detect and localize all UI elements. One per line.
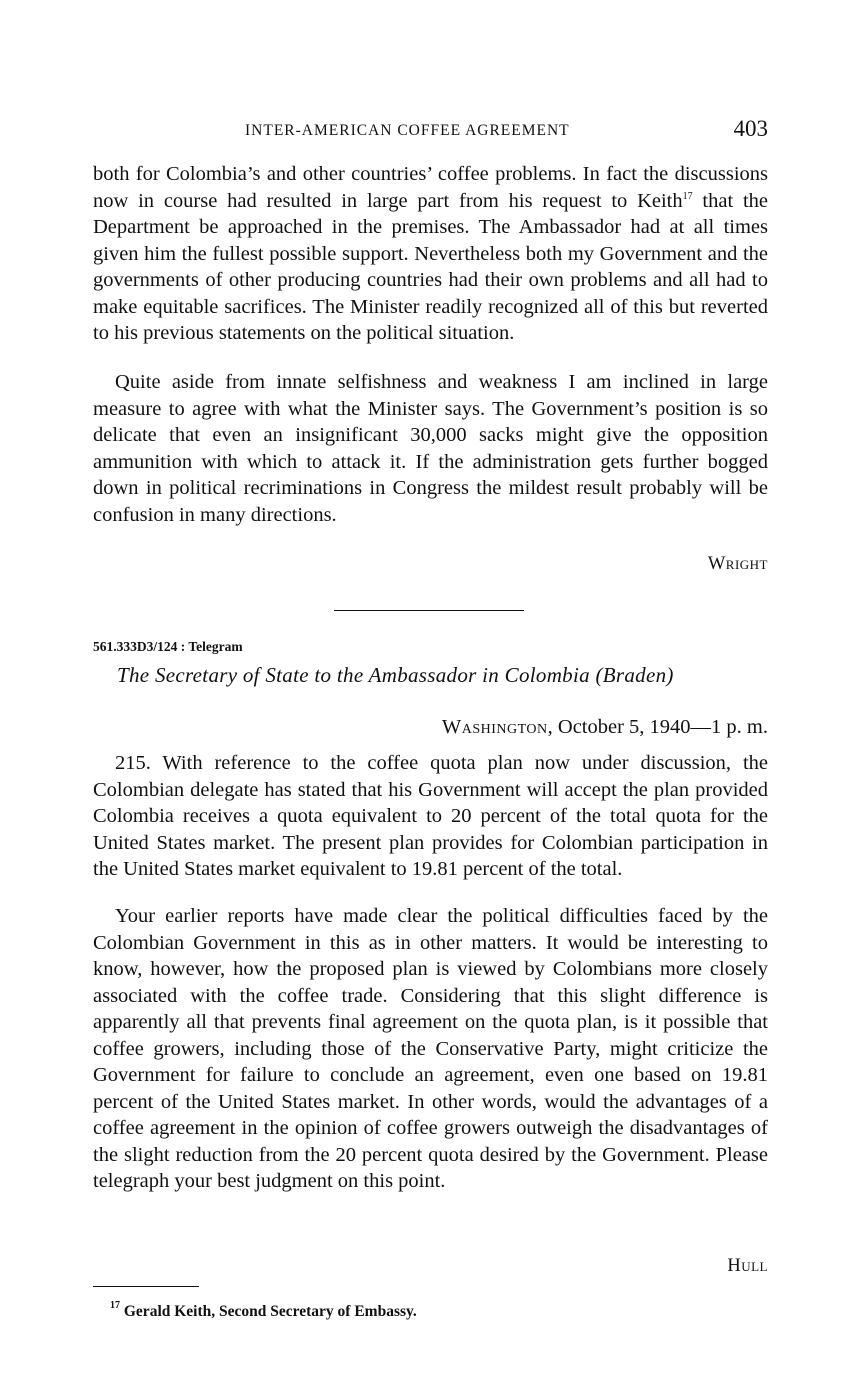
telegram-heading-text: The Secretary of State to the Ambassador in Colombia ( — [117, 663, 603, 687]
wright-paragraph-1 — [93, 161, 768, 347]
section-divider — [334, 610, 524, 611]
telegram-heading-close: ) — [666, 663, 674, 687]
footnote — [110, 1300, 417, 1321]
footnote-reference: 17 — [682, 190, 693, 202]
wright-paragraph-2: Quite aside from innate selfishness and weakness I am inclined in large measure to agree with what the Minister says. The Government’s position is so delicate that even an insignificant 30,000 sacks might give the opposition ammunition with which to attack it. If the administration gets further bogged down in political recriminations in Congress the mildest result probably will be confusion in many directions. — [93, 371, 768, 526]
footnote-text: Gerald Keith, Second Secretary of Embassy. — [120, 1303, 417, 1320]
telegram-signature: Hull — [727, 1256, 768, 1276]
footnote-rule — [93, 1286, 199, 1287]
running-head — [93, 116, 768, 146]
telegram-paragraph-2: Your earlier reports have made clear the political difficulties faced by the Colombian Government in this as in other matters. It would be interesting to know, however, how the proposed plan is viewed by Colombians more closely associated with the coffee trade. Considering that this slight difference is apparently all that prevents final agreement on the quota plan, is it possible that coffee growers, including those of the Conservative Party, might criticize the Government for failure to conclude an agreement, even one based on 19.81 percent of the United States market. In other words, would the advantages of a coffee agreement in the opinion of coffee growers outweigh the disadvantages of the slight reduction from the 20 percent quota desired by the Government. Please telegraph your best judgment on this point. — [93, 905, 768, 1192]
telegram-dateline — [442, 716, 768, 739]
footnote-marker: 17 — [110, 1300, 120, 1311]
running-title: INTER-AMERICAN COFFEE AGREEMENT — [245, 122, 570, 139]
telegram-file-reference: 561.333D3/124 : Telegram — [93, 639, 243, 654]
dateline-city: Washington — [441, 716, 548, 738]
wright-paragraph-1-text: both for Colombia’s and other countries’ coffee problems. In fact the discussions now in course had resulted in large part from his request to Keith — [93, 163, 768, 212]
page-number: 403 — [733, 116, 768, 141]
telegram-paragraph-1: 215. With reference to the coffee quota plan now under discussion, the Colombian delegate has stated that his Government will accept the plan provided Colombia receives a quota equivalent to 20 percent of the total quota for the United States market. The present plan provides for Colombian participation in the United States market equivalent to 19.81 percent of the total. — [93, 752, 768, 880]
wright-paragraph-1-continued: that the Department be approached in the premises. The Ambassador had at all times given him the fullest possible support. Nevertheless both my Government and the governments of other producing countries had their own problems and all had to make equitable sacrifices. The Minister readily recognized all of this but reverted to his previous statements on the political situation. — [93, 189, 768, 344]
dateline-date: , October 5, 1940—1 p. m. — [547, 716, 768, 738]
telegram-heading — [117, 663, 674, 688]
wright-signature: Wright — [707, 554, 768, 574]
telegram-heading-recipient: Braden — [602, 663, 667, 687]
